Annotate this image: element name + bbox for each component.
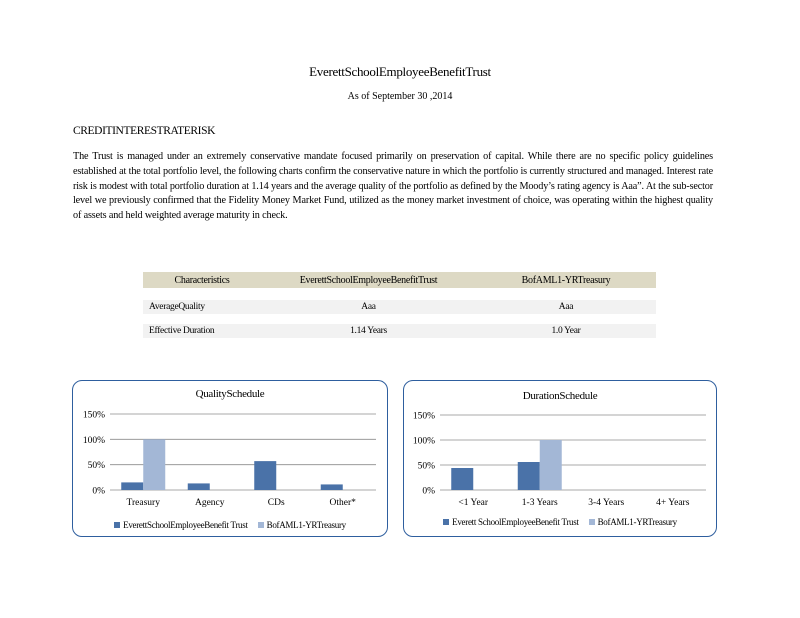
x-tick-label: 1-3 Years [521, 498, 558, 508]
table-header-row [143, 272, 656, 288]
legend-swatch [258, 522, 264, 528]
y-tick-label: 100% [412, 436, 435, 447]
legend-item-trust [114, 520, 248, 530]
legend-swatch [443, 519, 449, 525]
legend-item-benchmark [589, 517, 677, 527]
legend-label: BofAML1-YRTreasury [597, 517, 677, 527]
y-tick-label: 50% [87, 461, 105, 472]
x-tick-label: Other* [329, 498, 356, 508]
table-cell: AverageQuality [149, 302, 205, 312]
bar-trust [121, 482, 143, 490]
x-tick-label: 3-4 Years [588, 498, 625, 508]
legend-label: BofAML1-YRTreasury [266, 520, 346, 530]
x-tick-label: CDs [267, 498, 285, 508]
x-tick-label: Treasury [126, 498, 160, 508]
legend-item-benchmark [258, 520, 346, 530]
legend-label: Everett SchoolEmployeeBenefit Trust [452, 517, 579, 527]
y-tick-label: 150% [82, 410, 105, 421]
table-row [143, 300, 656, 314]
x-tick-label: Agency [194, 498, 225, 508]
table-cell: 1.0 Year [551, 326, 581, 336]
x-tick-label: 4+ Years [656, 498, 690, 508]
chart-legend [404, 517, 716, 527]
legend-label: EverettSchoolEmployeeBenefit Trust [123, 520, 248, 530]
legend-item-trust [443, 517, 578, 527]
y-tick-label: 0% [92, 486, 105, 497]
bar-trust [518, 462, 540, 490]
table-header-cell: BofAML1-YRTreasury [521, 274, 611, 286]
document-date: As of September 30 ,2014 [347, 91, 453, 102]
section-heading: CREDITINTERESTRATERISK [73, 125, 215, 137]
quality-schedule-chart [72, 380, 388, 537]
y-tick-label: 50% [417, 461, 435, 472]
bar-benchmark [540, 440, 562, 490]
y-tick-label: 0% [422, 486, 435, 497]
legend-swatch [589, 519, 595, 525]
table-header-cell: Characteristics [174, 274, 230, 286]
body-paragraph: The Trust is managed under an extremely conservative mandate focused primarily on preservation of capital. While there are no specific policy guidelines established at the total portfolio level, the following charts confirm the conservative nature in which the portfolio is currently structured and managed. Interest rate risk is modest with total portfolio duration at 1.14 years and the average quality of the portfolio as defined by the Moody’s rating agency is Aaa”. At the sub-sector level we previously confirmed that the Fidelity Money Market Fund, utilized as the money market investment of choice, was operating within the highest quality of assets and held weighted average maturity in check. [73, 151, 713, 222]
table-cell: Aaa [558, 302, 574, 312]
table-cell: Effective Duration [149, 326, 215, 336]
bar-trust [321, 484, 343, 490]
y-tick-label: 150% [412, 411, 435, 422]
chart-title: DurationSchedule [522, 390, 598, 402]
bar-trust [451, 468, 473, 490]
table-cell: 1.14 Years [350, 326, 387, 336]
chart-legend [73, 520, 387, 530]
table-header-cell: EverettSchoolEmployeeBenefitTrust [299, 274, 438, 286]
x-tick-label: <1 Year [458, 498, 489, 508]
document-title: EverettSchoolEmployeeBenefitTrust [309, 64, 491, 79]
bar-benchmark [143, 439, 165, 490]
table-cell: Aaa [361, 302, 376, 312]
legend-swatch [114, 522, 120, 528]
duration-schedule-chart [403, 380, 717, 537]
quality-chart-plot [73, 381, 389, 538]
chart-title: QualitySchedule [195, 388, 265, 400]
y-tick-label: 100% [82, 435, 105, 446]
bar-trust [254, 461, 276, 490]
table-row [143, 324, 656, 338]
bar-trust [188, 483, 210, 490]
duration-chart-plot [404, 381, 718, 538]
